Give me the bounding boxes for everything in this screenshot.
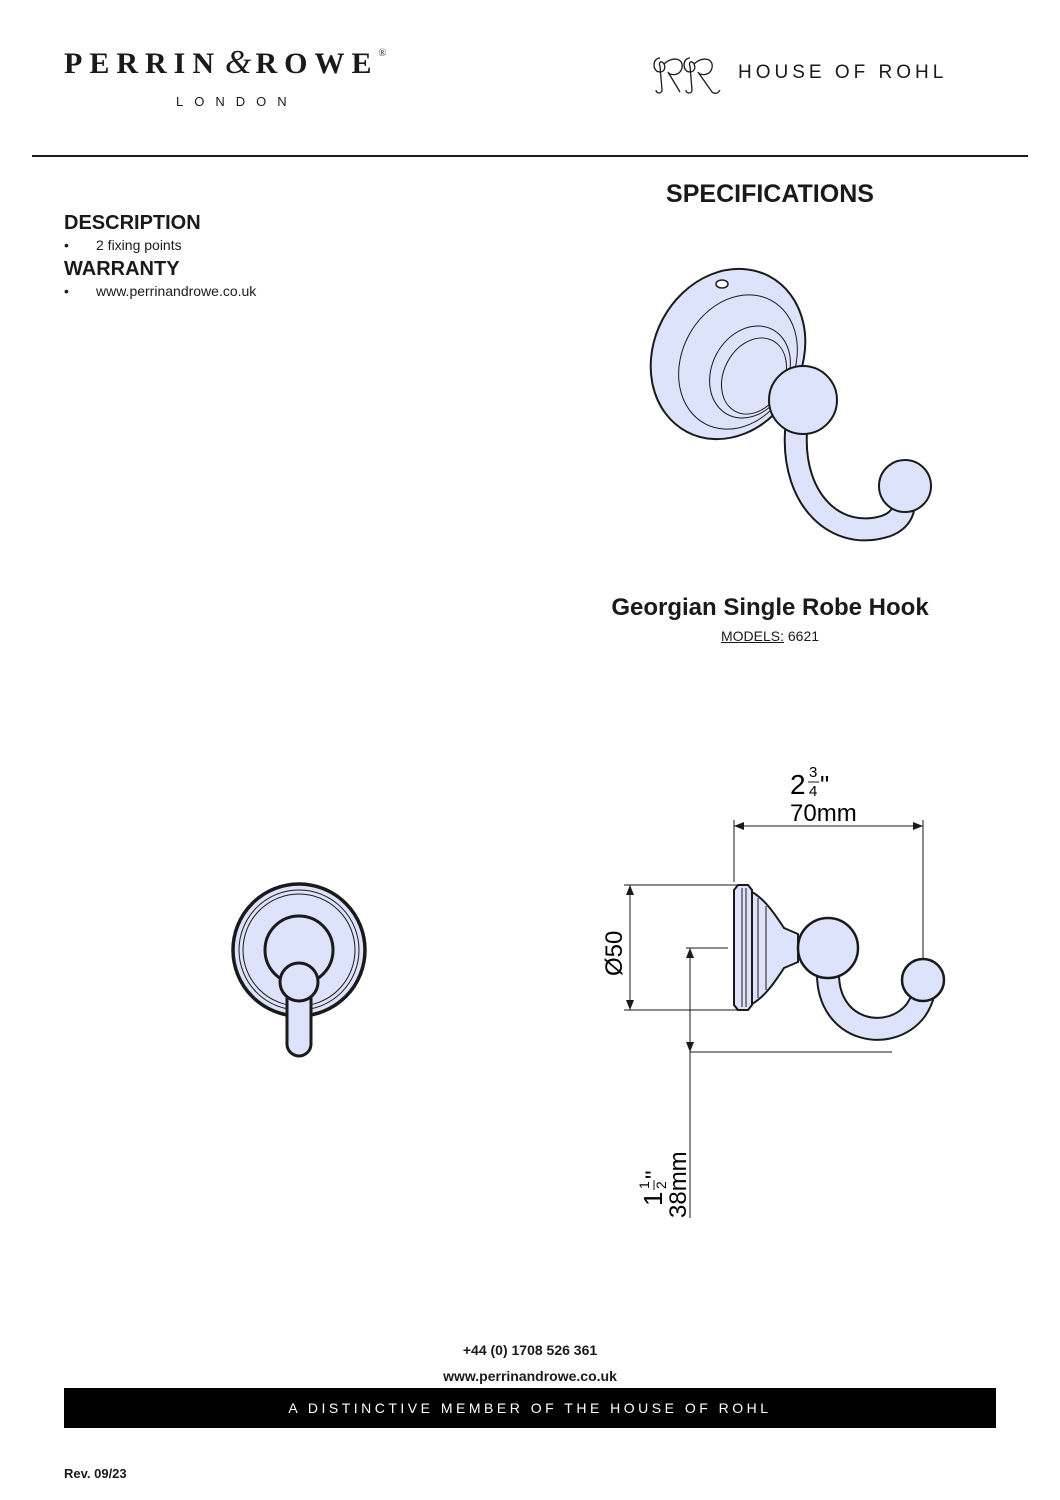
bullet-icon: • [64,237,69,253]
brand-name-left: PERRIN [64,47,222,80]
diameter-dimension: Ø50 [601,930,628,976]
models-label: MODELS: [720,628,784,644]
robe-hook-side-view-dimensions [590,750,1010,1230]
specifications-title: SPECIFICATIONS [666,180,874,208]
drop-dimension-numerator: 1 [636,1181,652,1189]
header-divider [32,155,1028,157]
width-dimension-inch-mark: " [820,770,830,800]
footer-banner [64,1388,996,1428]
models-value: 6621 [787,628,820,644]
drop-dimension-mm: 38mm [665,1151,692,1218]
width-dimension-numerator: 3 [809,764,818,781]
warranty-item [64,283,256,299]
robe-hook-iso-drawing [600,250,960,560]
house-of-rohl-monogram-icon [650,50,724,96]
models-line [560,628,980,644]
brand-location: LONDON [176,94,298,109]
perrin-rowe-logo [64,44,386,82]
warranty-heading: WARRANTY [64,258,180,280]
width-dimension-denominator: 4 [809,783,818,800]
registered-mark: ® [378,48,387,59]
footer-website-link[interactable]: www.perrinandrowe.co.uk [443,1368,617,1384]
footer-banner-text: A DISTINCTIVE MEMBER OF THE HOUSE OF ROHL [288,1400,772,1416]
width-dimension-mm: 70mm [790,800,857,827]
revision-label: Rev. 09/23 [64,1466,127,1481]
house-of-rohl-wordmark: HOUSE OF ROHL [738,62,948,83]
footer-phone: +44 (0) 1708 526 361 [462,1342,598,1358]
brand-ampersand: & [225,44,252,81]
drop-dimension-denominator: 2 [653,1181,669,1189]
brand-name-right: ROWE [255,47,379,80]
description-heading: DESCRIPTION [64,212,201,234]
drop-dimension-inch-mark: " [641,1170,668,1179]
warranty-item-text: www.perrinandrowe.co.uk [96,283,257,299]
robe-hook-front-view [225,876,385,1066]
bullet-icon: • [64,283,69,299]
description-item-text: 2 fixing points [96,237,182,253]
drop-dimension-whole: 1 [638,1191,668,1206]
description-item [64,237,182,253]
width-dimension-whole: 2 [790,769,806,800]
product-name: Georgian Single Robe Hook [611,594,929,621]
